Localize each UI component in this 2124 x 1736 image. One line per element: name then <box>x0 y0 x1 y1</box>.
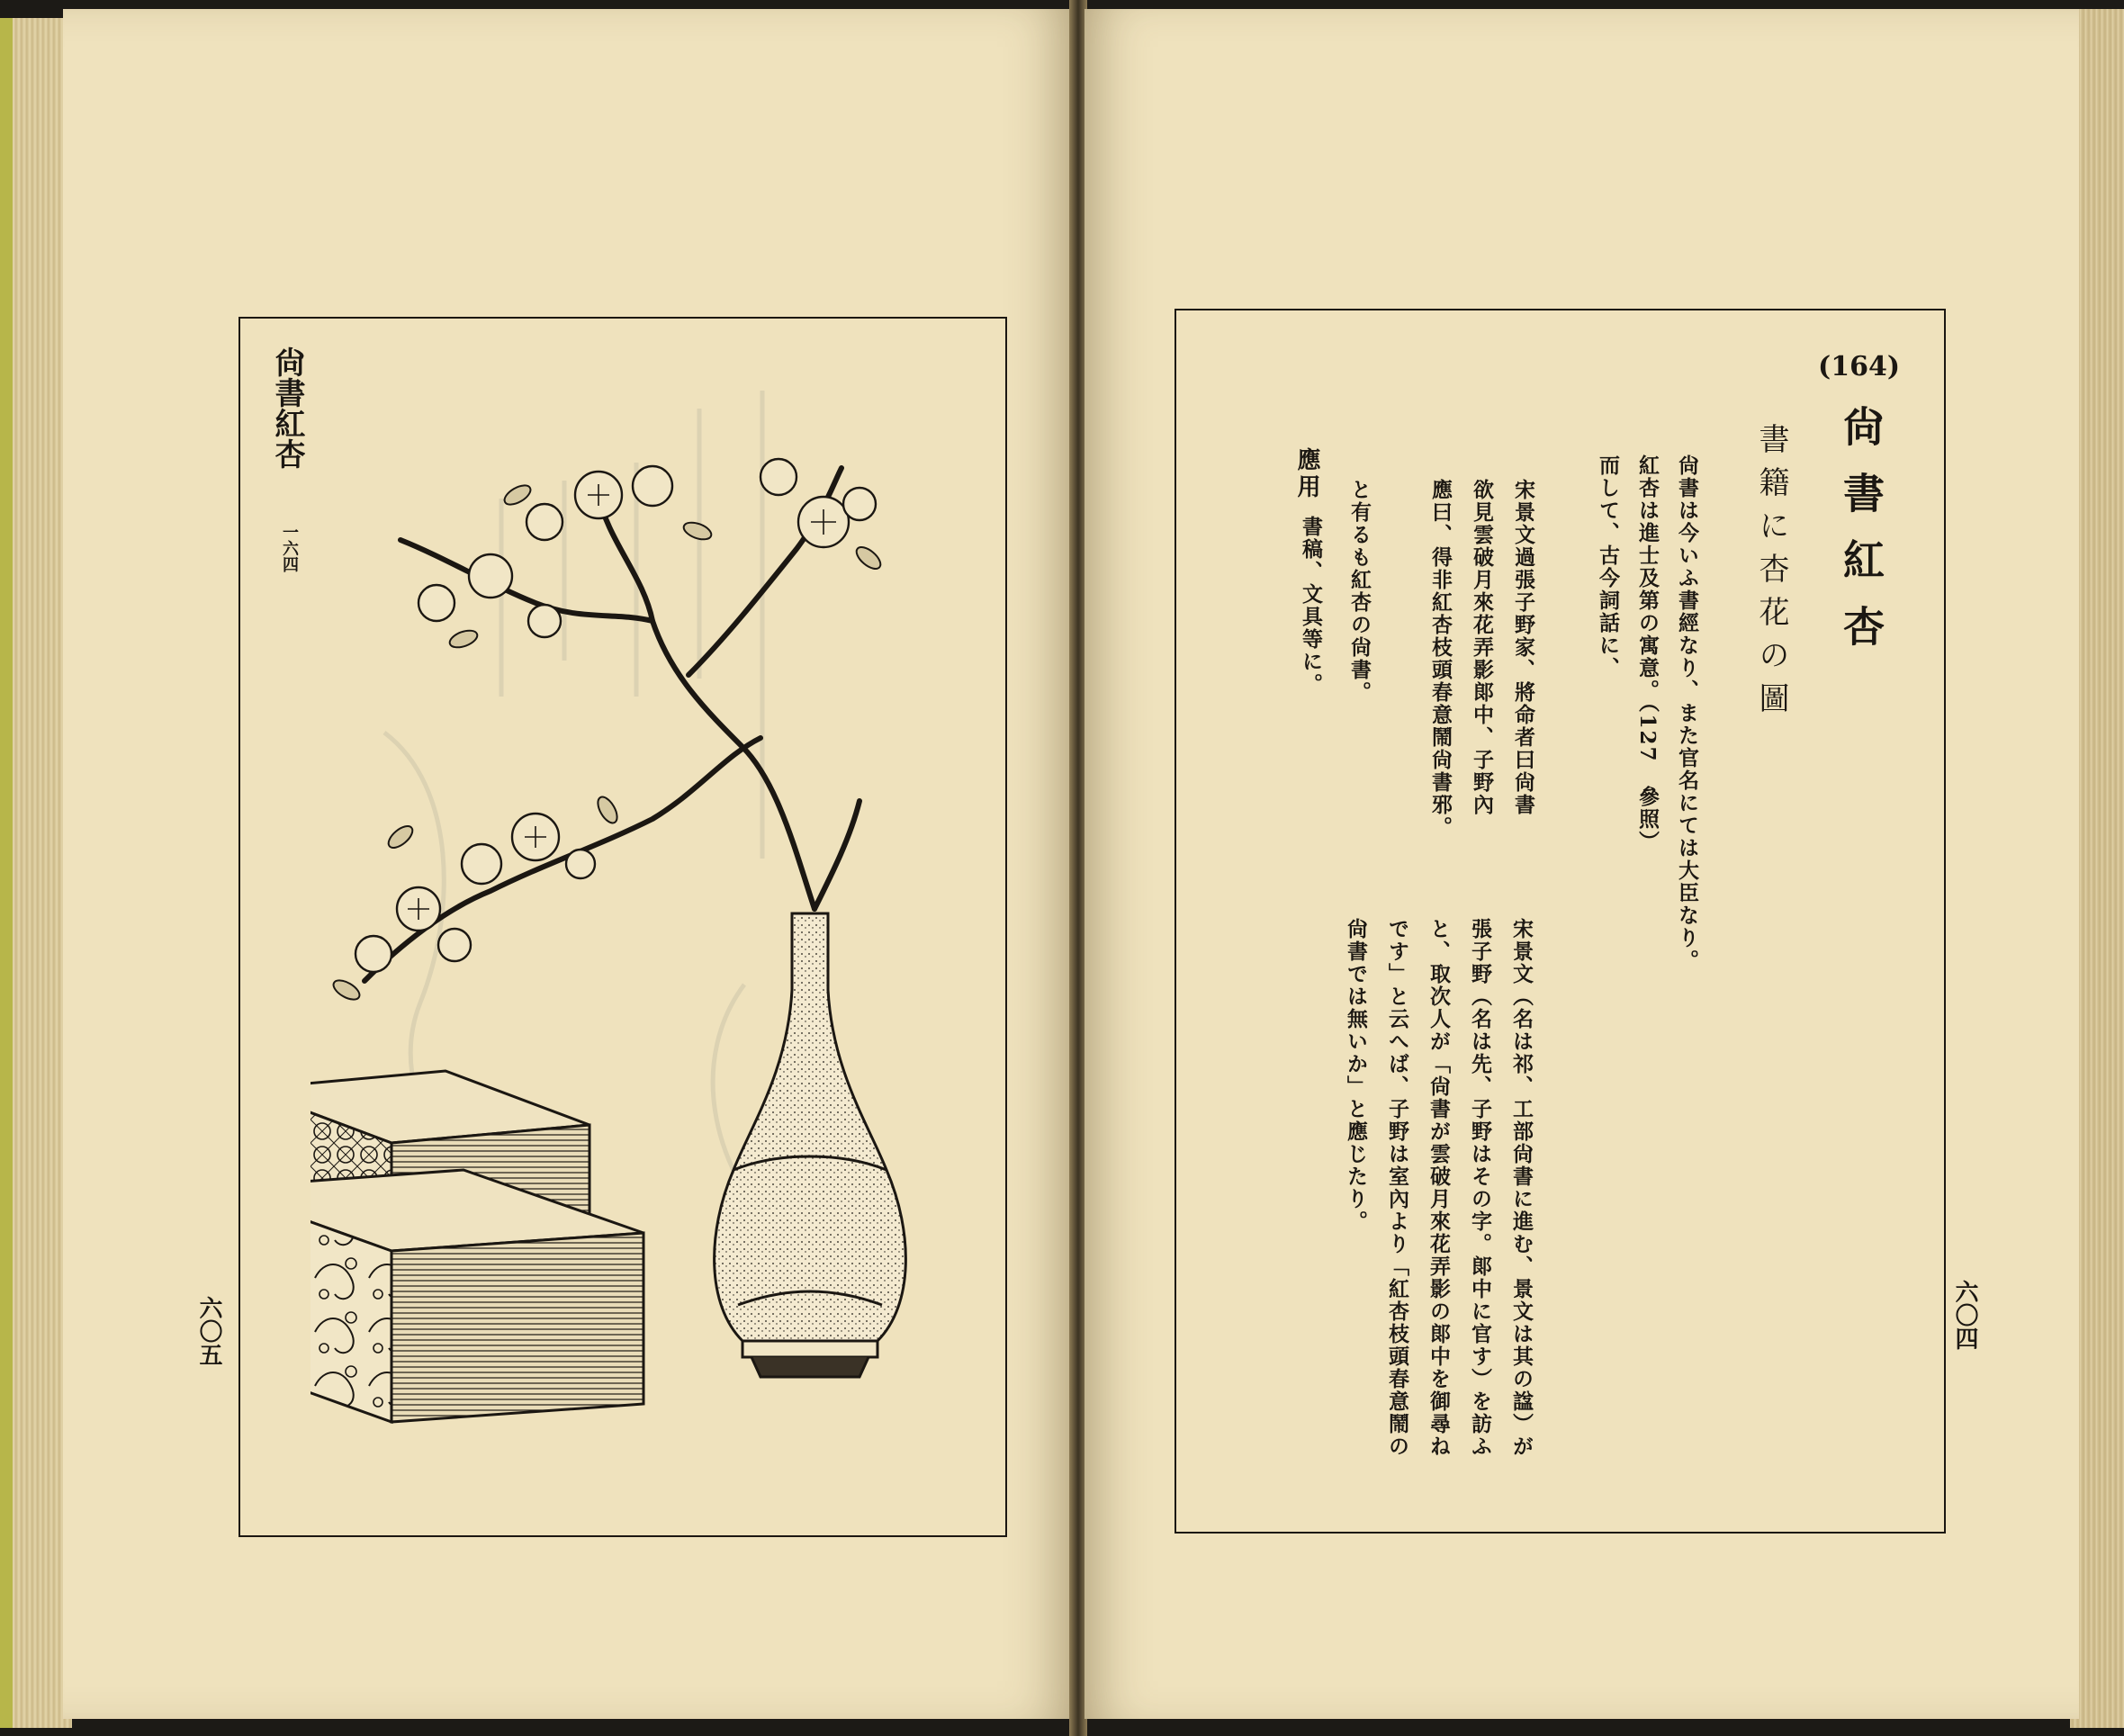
explanation-line: と、取次人が「尙書が雲破月來花弄影の郞中を御尋ね <box>1426 918 1451 1458</box>
page-number-left: 六〇五 <box>195 1296 222 1366</box>
explanation-line: 尙書では無いか」と應じたり。 <box>1344 918 1368 1233</box>
explanation-line: 宋景文（名は祁、工部尙書に進む、景文は其の諡）が <box>1509 918 1534 1458</box>
usage-text: 書稿、文具等に。 <box>1299 516 1323 696</box>
quote-line: 欲見雲破月來花弄影郞中、子野內 <box>1470 479 1494 816</box>
paragraph-line: 紅杏は進士及第の寓意。（127 參照） <box>1635 454 1660 853</box>
vase-and-boxes-illustration <box>310 441 940 1440</box>
quote-line: 宋景文過張子野家、將命者曰尙書 <box>1511 479 1535 816</box>
page-number-right: 六〇四 <box>1951 1280 1978 1350</box>
paragraph-line: と有るも紅杏の尙書。 <box>1347 479 1372 704</box>
quote-line: 應曰、得非紅杏枝頭春意鬧尙書邪。 <box>1428 479 1453 839</box>
explanation-line: です」と云へば、子野は室內より「紅杏枝頭春意鬧の <box>1385 918 1409 1458</box>
paragraph-line: 而して、古今詞話に、 <box>1596 454 1620 679</box>
illustration-number: 一六四 <box>280 524 299 572</box>
paragraph-line: 尙書は今いふ書經なり、また官名にては大臣なり。 <box>1675 454 1699 972</box>
usage-label: 應用 <box>1293 447 1320 501</box>
illustration-title: 尙書紅杏 <box>269 346 305 469</box>
entry-subtitle: 書籍に杏花の圖 <box>1753 423 1789 725</box>
entry-title: 尙書紅杏 <box>1837 405 1886 671</box>
entry-number: (164) <box>1818 351 1901 382</box>
book-cover-edge <box>0 18 13 1728</box>
explanation-line: 張子野（名は先、子野はその字。郞中に官す）を訪ふ <box>1468 918 1492 1458</box>
